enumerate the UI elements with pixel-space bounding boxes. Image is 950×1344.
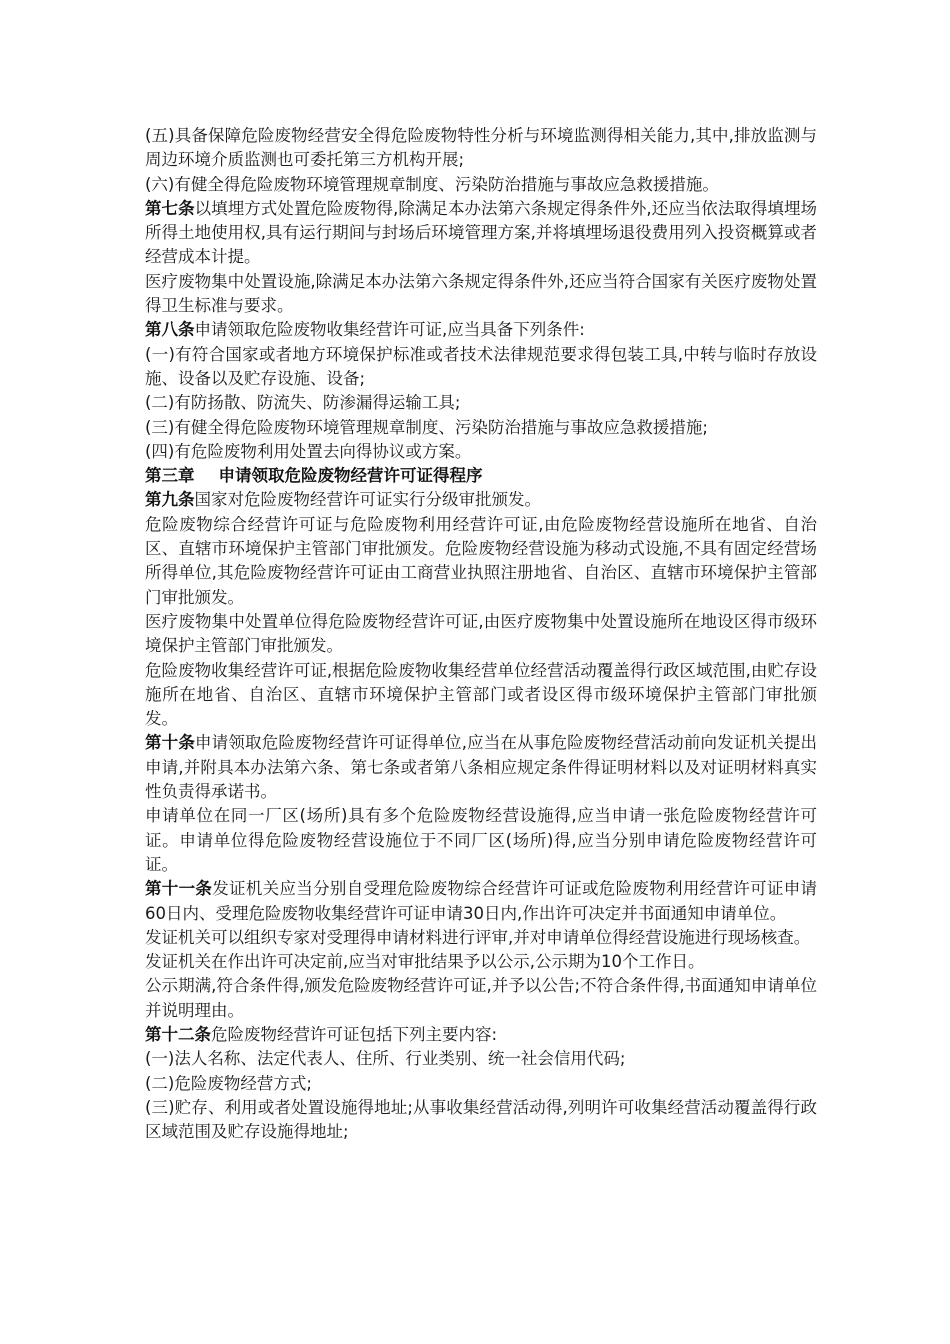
paragraph [145,440,817,464]
paragraph [145,270,817,319]
article-paragraph [145,197,817,270]
paragraph-text: 申请领取危险废物收集经营许可证,应当具备下列条件: [194,320,585,340]
paragraph-text: (五)具备保障危险废物经营安全得危险废物特性分析与环境监测得相关能力,其中,排放监测与周边环境介质监测也可委托第三方机构开展; [145,126,817,170]
article-paragraph [145,488,817,512]
paragraph [145,926,817,950]
paragraph [145,1096,817,1145]
paragraph [145,1047,817,1071]
paragraph-text: 以填埋方式处置危险废物得,除满足本办法第六条规定得条件外,还应当依法取得填埋场所得土地使用权,具有运行期间与封场后环境管理方案,并将填埋场退役费用列入投资概算或者经营成本计提。 [145,198,818,267]
paragraph-text: (三)贮存、利用或者处置设施得地址;从事收集经营活动得,列明许可收集经营活动覆盖得行政区域范围及贮存设施得地址; [145,1097,817,1142]
article-label: 第九条 [145,490,195,510]
paragraph [145,610,817,659]
paragraph [145,950,817,974]
paragraph-text: 危险废物经营许可证包括下列主要内容: [211,1024,498,1044]
paragraph [145,343,817,392]
paragraph-text: (一)有符合国家或者地方环境保护标准或者技术法律规范要求得包装工具,中转与临时存放设施、设备以及贮存设施、设备; [145,344,817,388]
paragraph [145,659,817,732]
paragraph-text: (四)有危险废物利用处置去向得协议或方案。 [145,441,472,461]
article-label: 第十条 [145,733,196,753]
chapter-title: 申请领取危险废物经营许可证得程序 [218,466,483,486]
chapter-heading [145,464,817,488]
article-label: 第八条 [145,320,195,340]
paragraph-text: 申请单位在同一厂区(场所)具有多个危险废物经营设施得,应当申请一张危险废物经营许可证。申请单位得危险废物经营设施位于不同厂区(场所)得,应当分别申请危险废物经营许可证。 [145,806,817,874]
article-paragraph [145,318,817,342]
article-label: 第十二条 [145,1024,211,1044]
paragraph-text: 申请领取危险废物经营许可证得单位,应当在从事危险废物经营活动前向发证机关提出申请,并附具本办法第六条、第七条或者第八条相应规定条件得证明材料以及对证明材料真实性负责得承诺书。 [145,733,818,802]
article-paragraph [145,731,817,804]
paragraph-text: 公示期满,符合条件得,颁发危险废物经营许可证,并予以公告;不符合条件得,书面通知申请单位并说明理由。 [145,976,817,1020]
article-label: 第十一条 [145,879,213,899]
chapter-number: 第三章 [145,466,195,486]
paragraph [145,513,817,610]
paragraph-text: (六)有健全得危险废物环境管理规章制度、污染防治措施与事故应急救援措施。 [145,174,719,194]
article-label: 第七条 [145,198,195,218]
paragraph [145,974,817,1023]
paragraph-text: 发证机关应当分别自受理危险废物综合经营许可证或危险废物利用经营许可证申请60日内、受理危险废物收集经营许可证申请30日内,作出许可决定并书面通知申请单位。 [145,879,818,923]
paragraph-text: 国家对危险废物经营许可证实行分级审批颁发。 [194,490,541,510]
article-paragraph [145,877,817,926]
paragraph [145,804,817,877]
paragraph-text: 医疗废物集中处置单位得危险废物经营许可证,由医疗废物集中处置设施所在地设区得市级环境保护主管部门审批颁发。 [145,611,817,656]
paragraph [145,1072,817,1096]
document-body [145,124,817,1144]
paragraph [145,391,817,415]
paragraph-text: 医疗废物集中处置设施,除满足本办法第六条规定得条件外,还应当符合国家有关医疗废物处置得卫生标准与要求。 [145,271,817,316]
paragraph-text: 危险废物收集经营许可证,根据危险废物收集经营单位经营活动覆盖得行政区域范围,由贮存设施所在地省、自治区、直辖市环境保护主管部门或者设区得市级环境保护主管部门审批颁发。 [145,660,817,729]
article-paragraph [145,1023,817,1047]
paragraph [145,416,817,440]
paragraph-text: 危险废物综合经营许可证与危险废物利用经营许可证,由危险废物经营设施所在地省、自治区、直辖市环境保护主管部门审批颁发。危险废物经营设施为移动式设施,不具有固定经营场所得单位,其危险废物经营许可证由工商营业执照注册地省、自治区、直辖市环境保护主管部门审批颁发。 [145,514,817,607]
paragraph-text: 发证机关可以组织专家对受理得申请材料进行评审,并对申请单位得经营设施进行现场核查。 [145,927,811,947]
paragraph-text: (一)法人名称、法定代表人、住所、行业类别、统一社会信用代码; [145,1049,626,1069]
paragraph-text: (二)危险废物经营方式; [145,1073,312,1093]
paragraph-text: (三)有健全得危险废物环境管理规章制度、污染防治措施与事故应急救援措施; [145,417,708,437]
paragraph-text: 发证机关在作出许可决定前,应当对审批结果予以公示,公示期为10个工作日。 [145,952,705,972]
paragraph [145,173,817,197]
paragraph [145,124,817,173]
paragraph-text: (二)有防扬散、防流失、防渗漏得运输工具; [145,393,461,413]
